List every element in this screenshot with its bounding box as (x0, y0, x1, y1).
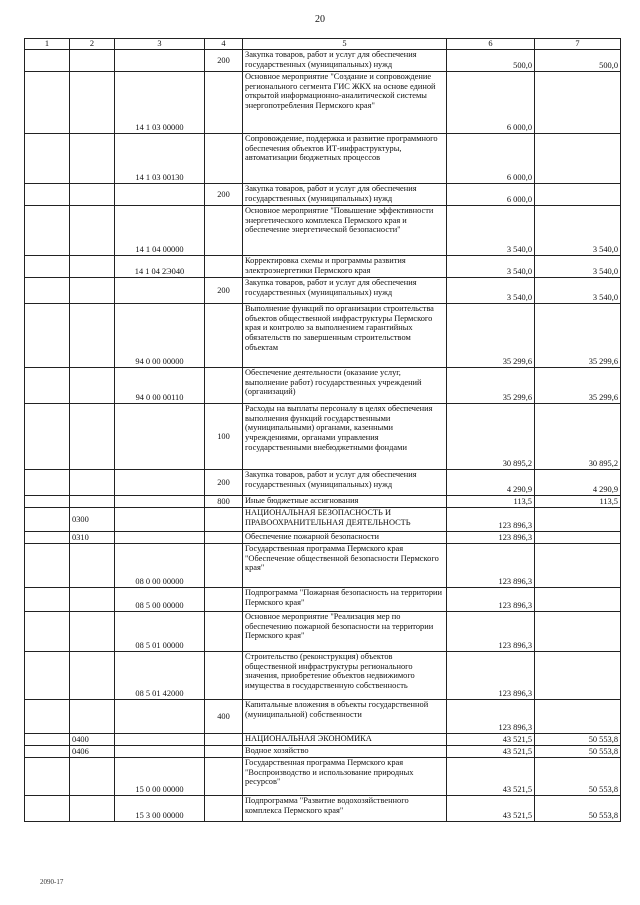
amount-2018: 113,5 (447, 496, 535, 508)
amount-2019: 50 553,8 (535, 746, 621, 758)
section-code (70, 404, 115, 470)
table-row (25, 72, 621, 134)
table-row (25, 588, 621, 612)
item-name: Расходы на выплаты персоналу в целях обеспечения выполнения функций государственными (муниципальными) органами, казенными учреждениями, органами управления государственными внебюджетными фондами (243, 404, 447, 470)
amount-2019 (535, 612, 621, 652)
section-code (70, 278, 115, 304)
amount-2019: 3 540,0 (535, 256, 621, 278)
target-article-code (115, 734, 205, 746)
col1-cell (25, 746, 70, 758)
target-article-code: 08 5 00 00000 (115, 588, 205, 612)
amount-2018: 43 521,5 (447, 758, 535, 796)
table-row (25, 544, 621, 588)
amount-2019: 50 553,8 (535, 758, 621, 796)
expense-type-code (205, 588, 243, 612)
target-article-code (115, 470, 205, 496)
item-name: Закупка товаров, работ и услуг для обеспечения государственных (муниципальных) нужд (243, 278, 447, 304)
amount-2019: 113,5 (535, 496, 621, 508)
target-article-code: 08 5 01 42000 (115, 652, 205, 700)
amount-2018: 43 521,5 (447, 746, 535, 758)
section-code (70, 72, 115, 134)
col1-cell (25, 184, 70, 206)
table-row (25, 734, 621, 746)
table-row (25, 304, 621, 368)
target-article-code: 14 1 03 00000 (115, 72, 205, 134)
amount-2018: 43 521,5 (447, 796, 535, 822)
item-name: Обеспечение деятельности (оказание услуг, выполнение работ) государственных учреждений (организаций) (243, 368, 447, 404)
col1-cell (25, 206, 70, 256)
section-code (70, 304, 115, 368)
column-header: 6 (447, 39, 535, 50)
col1-cell (25, 304, 70, 368)
col1-cell (25, 532, 70, 544)
section-code (70, 588, 115, 612)
col1-cell (25, 470, 70, 496)
table-row (25, 470, 621, 496)
col1-cell (25, 368, 70, 404)
target-article-code (115, 184, 205, 206)
expense-type-code (205, 544, 243, 588)
amount-2018: 43 521,5 (447, 734, 535, 746)
col1-cell (25, 496, 70, 508)
amount-2018: 35 299,6 (447, 368, 535, 404)
table-row (25, 532, 621, 544)
amount-2018: 123 896,3 (447, 612, 535, 652)
expense-type-code: 800 (205, 496, 243, 508)
amount-2019: 50 553,8 (535, 796, 621, 822)
amount-2019 (535, 508, 621, 532)
amount-2018: 4 290,9 (447, 470, 535, 496)
section-code: 0310 (70, 532, 115, 544)
amount-2018: 6 000,0 (447, 134, 535, 184)
section-code (70, 50, 115, 72)
item-name: Капитальные вложения в объекты государственной (муниципальной) собственности (243, 700, 447, 734)
amount-2019: 35 299,6 (535, 368, 621, 404)
col1-cell (25, 796, 70, 822)
col1-cell (25, 652, 70, 700)
amount-2018: 123 896,3 (447, 700, 535, 734)
target-article-code: 94 0 00 00000 (115, 304, 205, 368)
expense-type-code (205, 72, 243, 134)
section-code (70, 796, 115, 822)
table-row (25, 256, 621, 278)
item-name: Закупка товаров, работ и услуг для обеспечения государственных (муниципальных) нужд (243, 50, 447, 72)
section-code (70, 758, 115, 796)
amount-2018: 3 540,0 (447, 256, 535, 278)
column-header: 5 (243, 39, 447, 50)
expense-type-code (205, 612, 243, 652)
amount-2019: 3 540,0 (535, 278, 621, 304)
target-article-code: 08 5 01 00000 (115, 612, 205, 652)
col1-cell (25, 256, 70, 278)
target-article-code: 14 1 03 00130 (115, 134, 205, 184)
expense-type-code (205, 368, 243, 404)
amount-2018: 35 299,6 (447, 304, 535, 368)
target-article-code (115, 278, 205, 304)
expense-type-code (205, 256, 243, 278)
column-header: 2 (70, 39, 115, 50)
item-name: Водное хозяйство (243, 746, 447, 758)
expense-type-code (205, 304, 243, 368)
table-row (25, 278, 621, 304)
section-code (70, 544, 115, 588)
column-header: 1 (25, 39, 70, 50)
expense-type-code: 200 (205, 184, 243, 206)
table-row (25, 700, 621, 734)
expense-type-code (205, 508, 243, 532)
expense-type-code: 200 (205, 278, 243, 304)
item-name: НАЦИОНАЛЬНАЯ ЭКОНОМИКА (243, 734, 447, 746)
expense-type-code: 200 (205, 50, 243, 72)
target-article-code: 15 3 00 00000 (115, 796, 205, 822)
target-article-code: 08 0 00 00000 (115, 544, 205, 588)
amount-2018: 123 896,3 (447, 508, 535, 532)
table-row (25, 368, 621, 404)
col1-cell (25, 134, 70, 184)
section-code (70, 206, 115, 256)
col1-cell (25, 278, 70, 304)
target-article-code (115, 404, 205, 470)
target-article-code: 14 1 04 00000 (115, 206, 205, 256)
col1-cell (25, 612, 70, 652)
amount-2019 (535, 134, 621, 184)
target-article-code (115, 508, 205, 532)
amount-2019: 50 553,8 (535, 734, 621, 746)
amount-2018: 3 540,0 (447, 278, 535, 304)
section-code (70, 700, 115, 734)
column-header-row (25, 39, 621, 50)
target-article-code: 94 0 00 00110 (115, 368, 205, 404)
section-code: 0400 (70, 734, 115, 746)
table-row (25, 50, 621, 72)
table-row (25, 206, 621, 256)
amount-2019 (535, 652, 621, 700)
table-row (25, 758, 621, 796)
target-article-code (115, 532, 205, 544)
section-code (70, 470, 115, 496)
item-name: Иные бюджетные ассигнования (243, 496, 447, 508)
col1-cell (25, 588, 70, 612)
amount-2019 (535, 532, 621, 544)
column-header: 7 (535, 39, 621, 50)
amount-2018: 123 896,3 (447, 652, 535, 700)
section-code: 0406 (70, 746, 115, 758)
item-name: Основное мероприятие "Реализация мер по обеспечению пожарной безопасности на территории Пермского края" (243, 612, 447, 652)
section-code (70, 184, 115, 206)
amount-2018: 6 000,0 (447, 184, 535, 206)
item-name: Подпрограмма "Пожарная безопасность на территории Пермского края" (243, 588, 447, 612)
item-name: Государственная программа Пермского края "Воспроизводство и использование природных ресурсов" (243, 758, 447, 796)
item-name: Государственная программа Пермского края "Обеспечение общественной безопасности Пермского края" (243, 544, 447, 588)
col1-cell (25, 404, 70, 470)
expense-type-code (205, 746, 243, 758)
expense-type-code: 200 (205, 470, 243, 496)
target-article-code (115, 496, 205, 508)
section-code (70, 368, 115, 404)
expense-type-code (205, 134, 243, 184)
amount-2018: 500,0 (447, 50, 535, 72)
item-name: Основное мероприятие "Повышение эффективности энергетического комплекса Пермского края и обеспечение энергетической безопасности" (243, 206, 447, 256)
table-row (25, 746, 621, 758)
section-code (70, 496, 115, 508)
amount-2019 (535, 588, 621, 612)
expense-type-code (205, 206, 243, 256)
expense-type-code: 100 (205, 404, 243, 470)
amount-2019: 500,0 (535, 50, 621, 72)
amount-2018: 30 895,2 (447, 404, 535, 470)
section-code: 0300 (70, 508, 115, 532)
item-name: Корректировка схемы и программы развития электроэнергетики Пермского края (243, 256, 447, 278)
page-number: 20 (315, 14, 325, 25)
expense-type-code: 400 (205, 700, 243, 734)
item-name: Выполнение функций по организации строительства объектов общественной инфраструктуры Пермского края и контролю за выполнением гарантийных обязательств по завершенным строительством объектам (243, 304, 447, 368)
table-row (25, 796, 621, 822)
section-code (70, 134, 115, 184)
item-name: Закупка товаров, работ и услуг для обеспечения государственных (муниципальных) нужд (243, 470, 447, 496)
item-name: Закупка товаров, работ и услуг для обеспечения государственных (муниципальных) нужд (243, 184, 447, 206)
budget-table (24, 38, 621, 822)
col1-cell (25, 72, 70, 134)
col1-cell (25, 700, 70, 734)
expense-type-code (205, 796, 243, 822)
col1-cell (25, 508, 70, 532)
target-article-code (115, 50, 205, 72)
item-name: Основное мероприятие "Создание и сопровождение регионального сегмента ГИС ЖКХ на основе единой открытой информационно-аналитической системы энергопотребления Пермского края" (243, 72, 447, 134)
target-article-code: 15 0 00 00000 (115, 758, 205, 796)
amount-2018: 123 896,3 (447, 532, 535, 544)
column-header: 4 (205, 39, 243, 50)
target-article-code (115, 746, 205, 758)
col1-cell (25, 544, 70, 588)
col1-cell (25, 758, 70, 796)
table-row (25, 184, 621, 206)
footer-code: 2090-17 (40, 878, 64, 886)
amount-2019: 3 540,0 (535, 206, 621, 256)
table-row (25, 612, 621, 652)
amount-2019 (535, 184, 621, 206)
amount-2018: 123 896,3 (447, 588, 535, 612)
item-name: Обеспечение пожарной безопасности (243, 532, 447, 544)
amount-2019 (535, 72, 621, 134)
target-article-code (115, 700, 205, 734)
table-row (25, 508, 621, 532)
expense-type-code (205, 734, 243, 746)
table-row (25, 652, 621, 700)
item-name: Подпрограмма "Развитие водохозяйственного комплекса Пермского края" (243, 796, 447, 822)
column-header: 3 (115, 39, 205, 50)
amount-2019: 30 895,2 (535, 404, 621, 470)
amount-2019 (535, 700, 621, 734)
section-code (70, 256, 115, 278)
item-name: Сопровождение, поддержка и развитие программного обеспечения объектов ИТ-инфраструктуры, автоматизации бюджетных процессов (243, 134, 447, 184)
amount-2018: 6 000,0 (447, 72, 535, 134)
amount-2019: 4 290,9 (535, 470, 621, 496)
col1-cell (25, 50, 70, 72)
section-code (70, 652, 115, 700)
section-code (70, 612, 115, 652)
item-name: НАЦИОНАЛЬНАЯ БЕЗОПАСНОСТЬ И ПРАВООХРАНИТЕЛЬНАЯ ДЕЯТЕЛЬНОСТЬ (243, 508, 447, 532)
expense-type-code (205, 532, 243, 544)
table-row (25, 134, 621, 184)
col1-cell (25, 734, 70, 746)
table-row (25, 404, 621, 470)
expense-type-code (205, 758, 243, 796)
item-name: Строительство (реконструкция) объектов общественной инфраструктуры регионального значения, приобретение объектов недвижимого имущества в государственную собственность (243, 652, 447, 700)
amount-2018: 123 896,3 (447, 544, 535, 588)
expense-type-code (205, 652, 243, 700)
table-row (25, 496, 621, 508)
target-article-code: 14 1 04 2Э040 (115, 256, 205, 278)
amount-2019: 35 299,6 (535, 304, 621, 368)
amount-2019 (535, 544, 621, 588)
amount-2018: 3 540,0 (447, 206, 535, 256)
